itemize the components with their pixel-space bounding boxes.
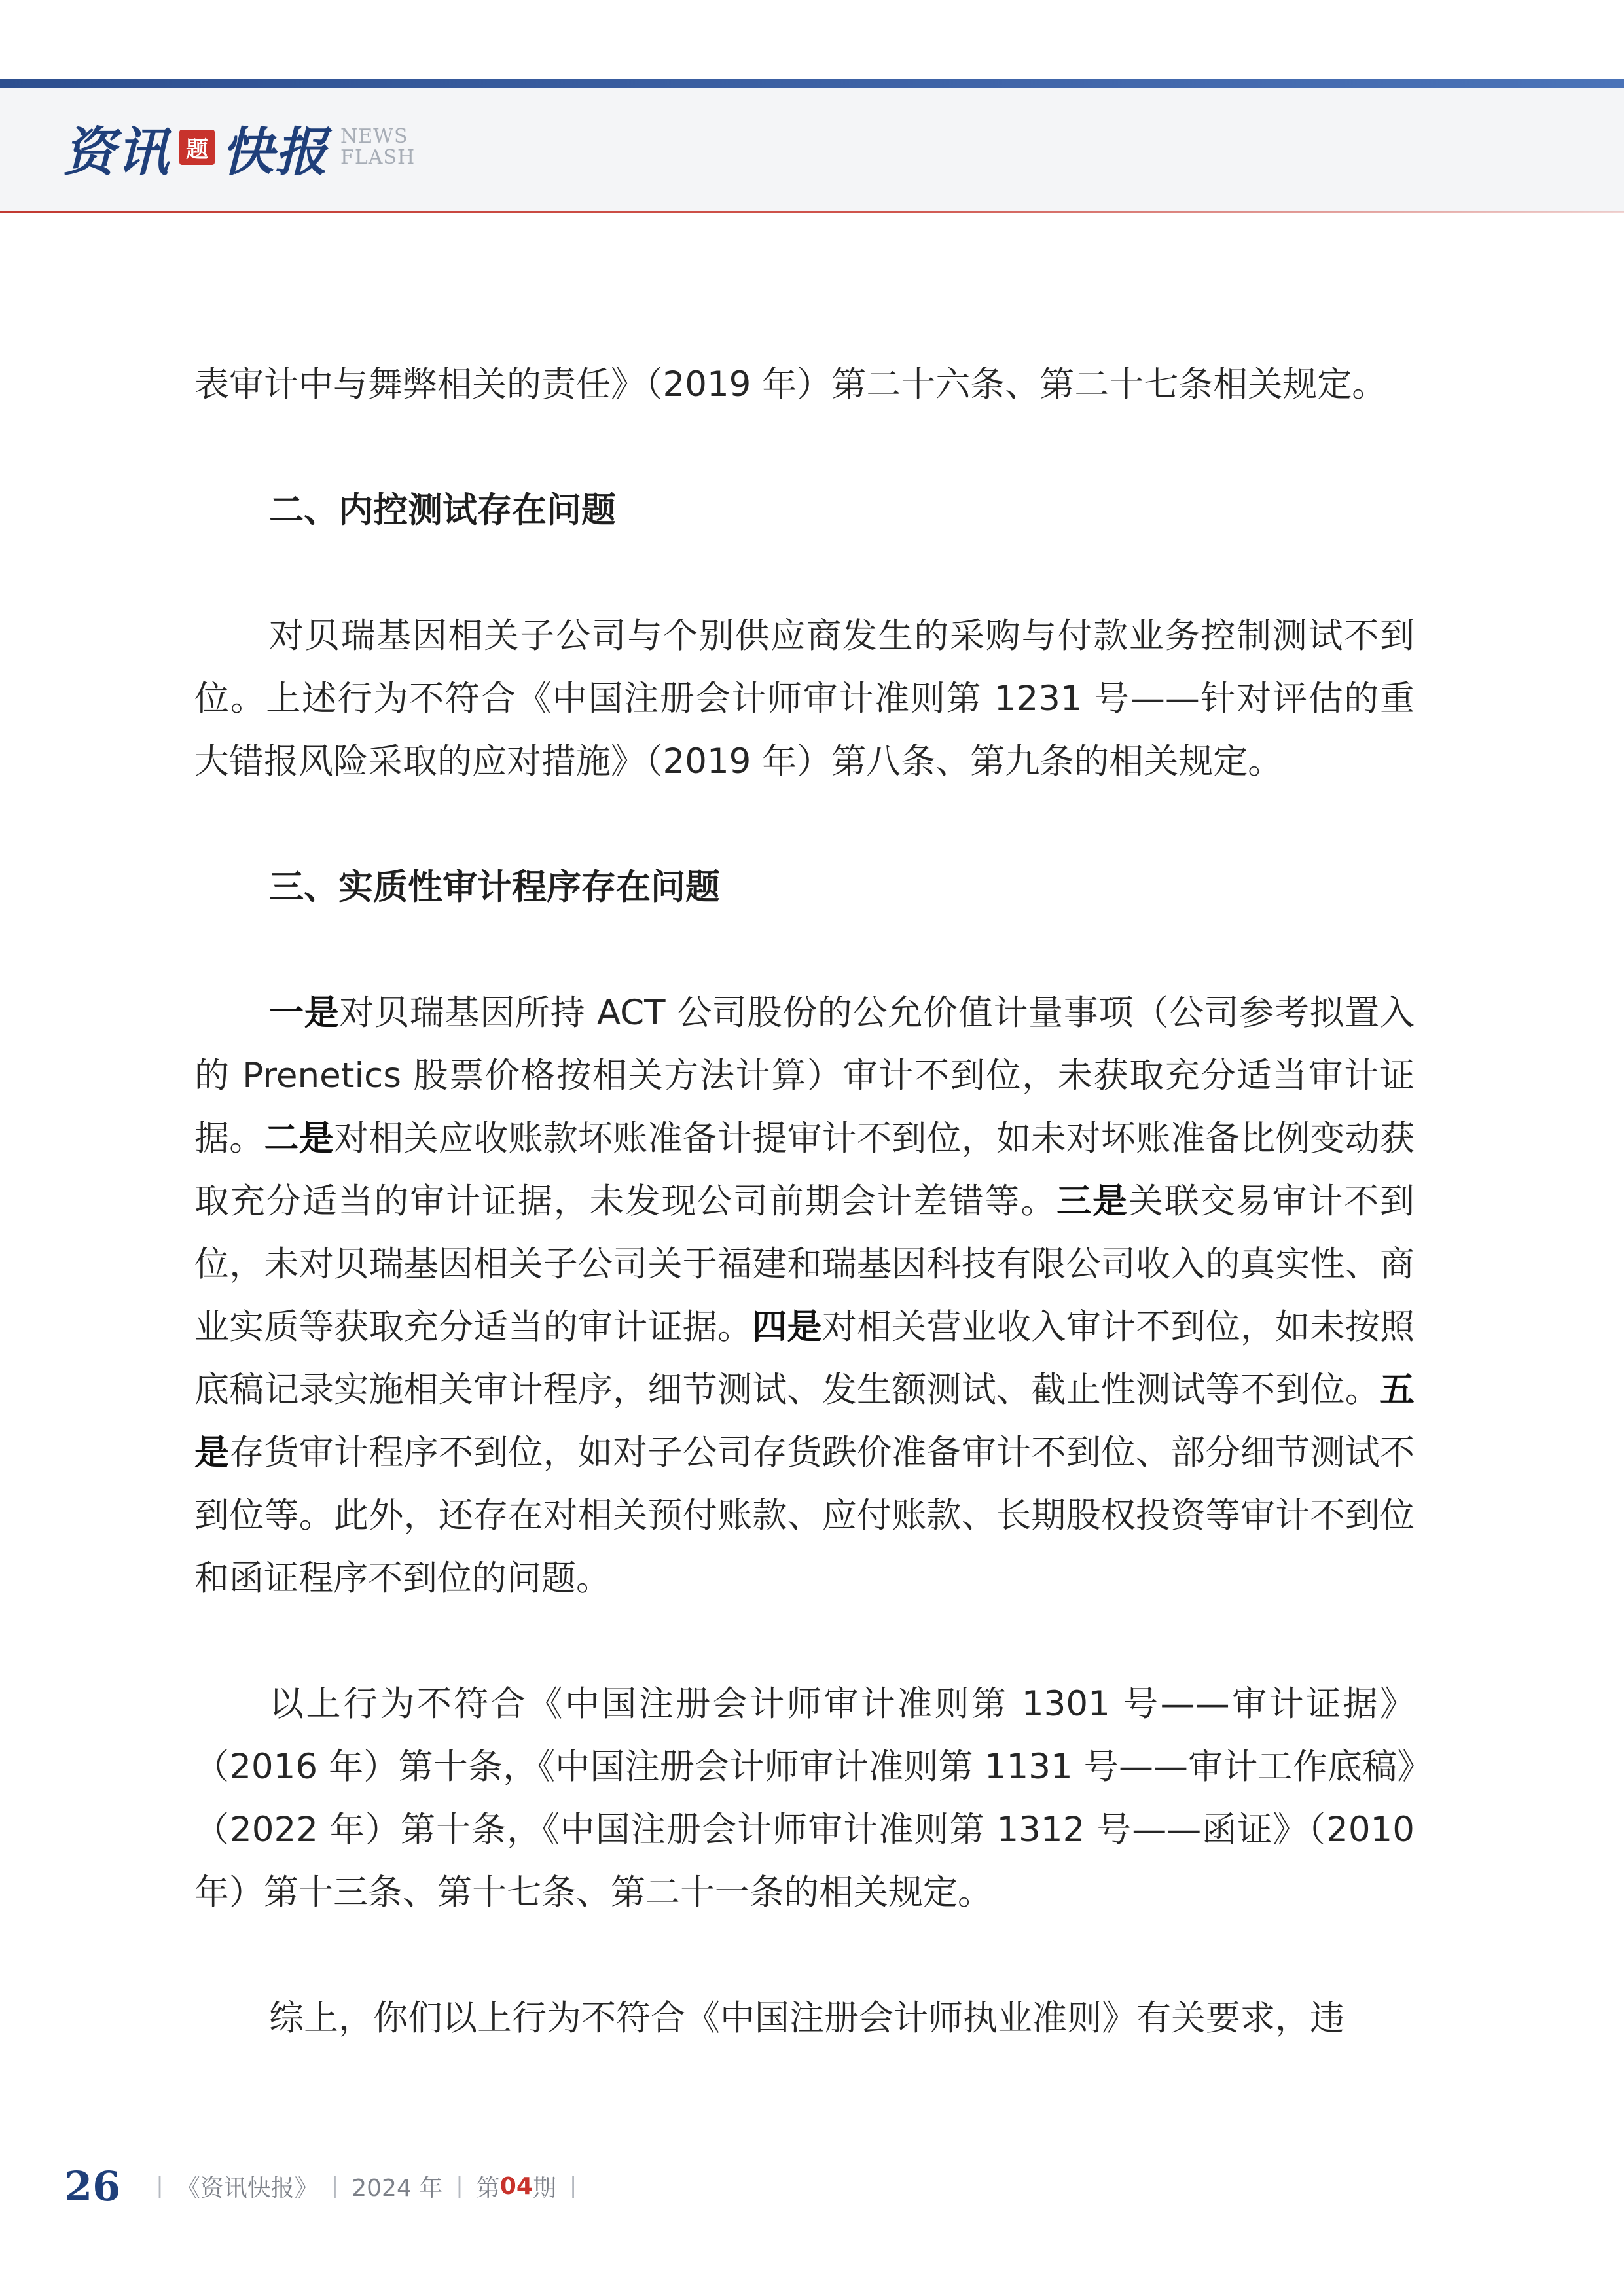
finding-text-1: 对贝瑞基因所持 ACT 公司股份的公允价值计量事项（公司参考拟置入的 Prenetics 股票价格按相关方法计算）审计不到位，未获取充分适当审计证据。 — [194, 993, 1415, 1158]
finding-lead-2: 二是 — [264, 1119, 334, 1158]
finding-text-4: 对相关营业收入审计不到位，如未按照底稿记录实施相关审计程序，细节测试、发生额测试、截止性测试等不到位。 — [194, 1307, 1415, 1410]
news-flash-line1: NEWS — [340, 125, 408, 148]
footer-separator: | — [569, 2173, 577, 2199]
finding-text-2: 对相关应收账款坏账准备计提审计不到位，如未对坏账准备比例变动获取充分适当的审计证据，未发现公司前期会计差错等。 — [194, 1119, 1415, 1221]
finding-lead-4: 四是 — [752, 1307, 822, 1347]
paragraph-internal-control: 对贝瑞基因相关子公司与个别供应商发生的采购与付款业务控制测试不到位。上述行为不符合《中国注册会计师审计准则第 1231 号——针对评估的重大错报风险采取的应对措施》（2019 年）第八条、第九条的相关规定。 — [194, 616, 1415, 781]
finding-lead-5: 五是 — [194, 1370, 1415, 1473]
footer-separator: | — [331, 2173, 339, 2199]
masthead — [63, 111, 415, 183]
publication-year: 2024 年 — [352, 2174, 443, 2202]
footer-separator: | — [156, 2173, 164, 2199]
finding-text-5: 存货审计程序不到位，如对子公司存货跌价准备审计不到位、部分细节测试不到位等。此外，还存在对相关预付账款、应付账款、长期股权投资等审计不到位和函证程序不到位的问题。 — [194, 1433, 1415, 1598]
news-flash-label — [340, 126, 415, 168]
publication-name: 《资讯快报》 — [176, 2174, 318, 2202]
section-heading-internal-control: 二、内控测试存在问题 — [269, 490, 616, 530]
page-number: 26 — [64, 2162, 121, 2210]
issue-suffix: 期 — [532, 2174, 556, 2202]
paragraph-conclusion: 综上，你们以上行为不符合《中国注册会计师执业准则》有关要求，违 — [269, 1998, 1344, 2038]
issue-prefix: 第 — [476, 2174, 500, 2202]
paragraph-substantive-findings — [194, 982, 1415, 1610]
page-footer — [64, 2160, 590, 2212]
masthead-title-part1: 资讯 — [63, 120, 170, 183]
header-top-bar — [0, 79, 1624, 88]
finding-lead-3: 三是 — [1056, 1181, 1128, 1221]
section-heading-substantive-procedures: 三、实质性审计程序存在问题 — [269, 867, 720, 907]
paragraph-continued: 表审计中与舞弊相关的责任》（2019 年）第二十六条、第二十七条相关规定。 — [194, 365, 1387, 404]
article-body — [194, 353, 1415, 2050]
seal-icon: 题 — [179, 130, 215, 165]
news-flash-line2: FLASH — [340, 146, 416, 169]
paragraph-standards-violated: 以上行为不符合《中国注册会计师审计准则第 1301 号——审计证据》（2016 年）第十条，《中国注册会计师审计准则第 1131 号——审计工作底稿》（2022 年）第十条，《中国注册会计师审计准则第 1312 号——函证》（2010 年）第十三条、第十七条、第二十一条的相关规定。 — [194, 1684, 1415, 1912]
finding-lead-1: 一是 — [269, 993, 340, 1033]
footer-separator: | — [456, 2173, 463, 2199]
issue-number: 04 — [499, 2172, 533, 2200]
finding-text-3: 关联交易审计不到位，未对贝瑞基因相关子公司关于福建和瑞基因科技有限公司收入的真实性、商业实质等获取充分适当的审计证据。 — [194, 1181, 1415, 1347]
header-divider — [0, 211, 1624, 213]
masthead-title-part2: 快报 — [221, 120, 329, 183]
